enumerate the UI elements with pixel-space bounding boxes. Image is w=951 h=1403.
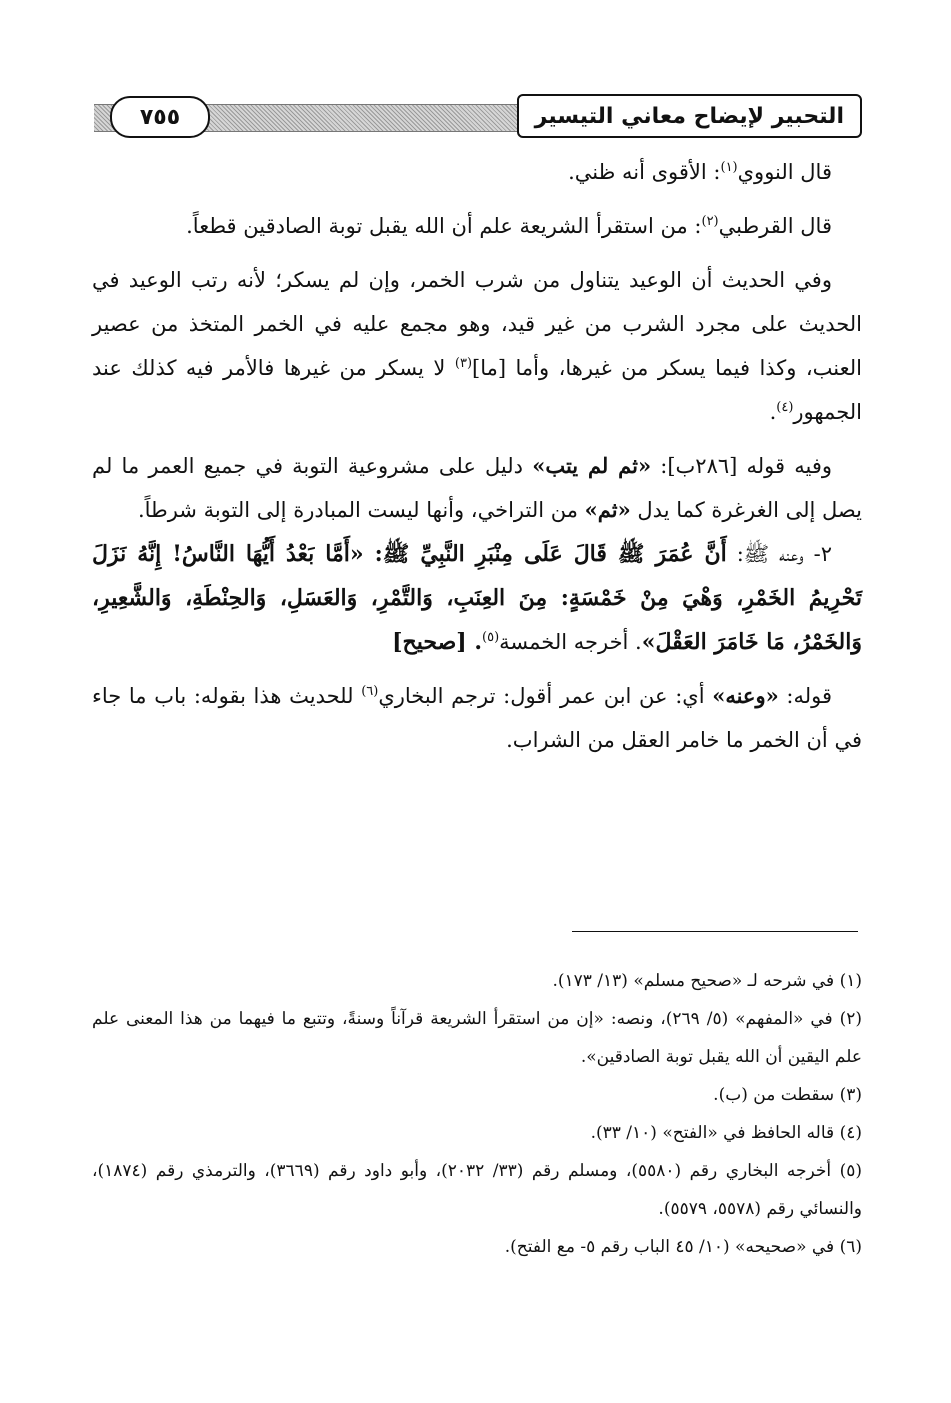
book-title: التحبير لإيضاح معاني التيسير <box>517 94 862 138</box>
footnote-5: (٥) أخرجه البخاري رقم (٥٥٨٠)، ومسلم رقم (٣٣/ ٢٠٣٢)، وأبو داود رقم (٣٦٦٩)، والترمذي رقم (١٨٧٤)، والنسائي رقم (٥٥٧٨، ٥٥٧٩). <box>92 1161 863 1219</box>
footnote-2: (٢) في «المفهم» (٥/ ٢٦٩)، ونصه: «إن من استقرأ الشريعة قرآناً وسنةً، وتتبع ما فيهما من هذا المعنى علم علم اليقين أن الله يقبل توبة الصادقين». <box>92 1009 862 1067</box>
text: . <box>769 400 777 424</box>
text: دليل على مشروعية التوبة في جميع العمر ما لم يصل إلى الغرغرة كما يدل <box>92 454 862 522</box>
footnote-ref: (٢) <box>701 214 719 229</box>
page-header <box>94 96 862 140</box>
text: من التراخي، وأنها ليست المبادرة إلى التوبة شرطاً. <box>137 498 585 522</box>
hadith-grade: . [صحيح] <box>392 629 482 655</box>
page-number: ٧٥٥ <box>110 96 210 138</box>
quoted-phrase: «ثم» <box>584 497 631 522</box>
footnote-6: (٦) في «صحيحه» (١٠/ ٤٥ الباب رقم ٥- مع الفتح). <box>504 1237 862 1257</box>
footnote-3: (٣) سقطت من (ب). <box>713 1085 862 1105</box>
footnote-1: (١) في شرحه لـ «صحيح مسلم» (١٣/ ١٧٣). <box>552 971 862 991</box>
text: للحديث هذا بقوله: باب ما جاء في أن الخمر ما خامر العقل من الشراب. <box>92 684 862 752</box>
paragraph-tawba <box>92 444 862 532</box>
text: وفيه قوله [٢٨٦ب]: <box>651 454 833 478</box>
text: وفي الحديث أن الوعيد يتناول من شرب الخمر، وإن لم يسكر؛ لأنه رتب الوعيد في الحديث على مجرد الشرب من غير قيد، وهو مجمع عليه في الخمر المتخذ من عصير العنب، وكذا فيما يسكر من غيرها، وأما [ما] <box>92 268 863 380</box>
footnote-ref: (١) <box>720 160 738 175</box>
footnote-divider <box>572 931 858 932</box>
paragraph-hadith <box>92 532 862 664</box>
text: قال القرطبي <box>718 214 832 238</box>
quoted-phrase: «وعنه» <box>712 683 779 708</box>
paragraph-qurtubi <box>92 204 862 248</box>
text: لا يسكر من غيرها فالأمر فيه كذلك عند الجمهور <box>92 356 862 424</box>
quoted-phrase: «ثم لم يتب» <box>532 453 652 478</box>
footnote-4: (٤) قاله الحافظ في «الفتح» (١٠/ ٣٣). <box>590 1123 862 1143</box>
text: أي: عن ابن عمر أقول: ترجم البخاري <box>378 684 713 708</box>
footnote-ref: (٥) <box>482 630 500 645</box>
main-text <box>92 150 862 762</box>
text: : من استقرأ الشريعة علم أن الله يقبل توبة الصادقين قطعاً. <box>186 214 702 238</box>
paragraph-wa-id <box>92 258 862 434</box>
text: : الأقوى أنه ظني. <box>568 160 721 184</box>
paragraph-nawawi <box>92 150 862 194</box>
footnote-ref: (٣) <box>454 356 473 371</box>
paragraph-commentary <box>92 674 862 762</box>
text: قال النووي <box>737 160 832 184</box>
footnotes <box>92 962 862 1266</box>
text: . أخرجه الخمسة <box>499 630 642 654</box>
footnote-ref: (٦) <box>361 684 379 699</box>
text: قوله: <box>778 684 833 708</box>
hadith-text: أَنَّ عُمَرَ ﷺ قَالَ عَلَى مِنْبَرِ النَّبِيِّ ﷺ: «أَمَّا بَعْدُ أَيُّهَا النَّاسُ! إِنَّهُ نَزَلَ تَحْرِيمُ الخَمْرِ، وَهْيَ مِنْ خَمْسَةٍ: مِنَ العِنَبِ، وَالتَّمْرِ، وَالعَسَلِ، وَالحِنْطَةِ، وَالشَّعِيرِ، وَالخَمْرُ، مَا خَامَرَ العَقْلَ» <box>92 541 862 655</box>
footnote-ref: (٤) <box>776 400 794 415</box>
hadith-number: ٢- وعنه ﷺ: <box>726 542 832 566</box>
